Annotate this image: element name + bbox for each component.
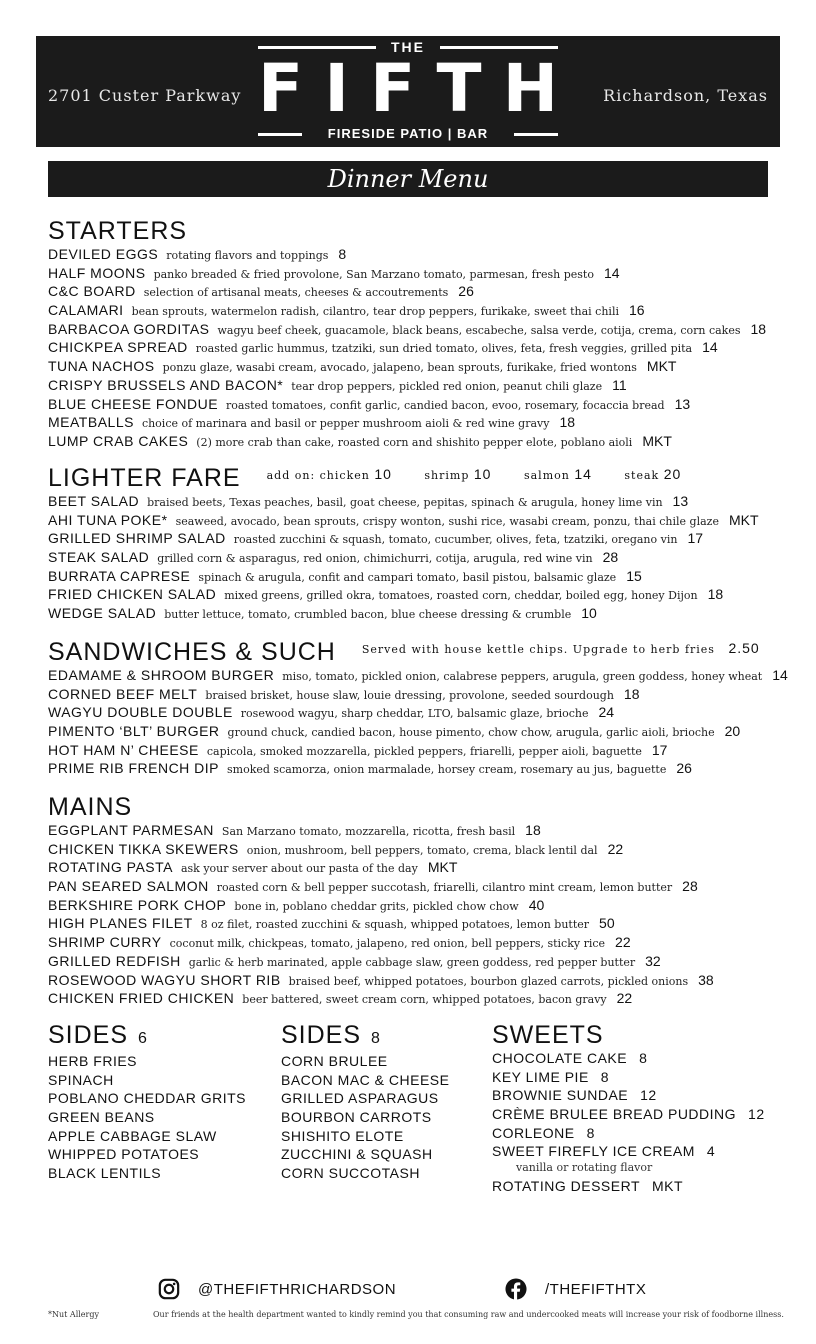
item-description: selection of artisanal meats, cheeses & accoutrements — [143, 286, 449, 300]
section-note: Served with house kettle chips. Upgrade to herb fries 2.50 — [361, 640, 760, 656]
section-price: 8 — [371, 1030, 381, 1047]
item-description: seaweed, avocado, bean sprouts, crispy wonton, sushi rice, wasabi cream, ponzu, thai chile glaze — [175, 514, 719, 528]
item-price: 18 — [559, 414, 576, 431]
side-item: WHIPPED POTATOES — [48, 1146, 200, 1163]
sweet-item — [492, 1177, 765, 1196]
menu-item — [48, 858, 788, 877]
item-name: GRILLED SHRIMP SALAD — [48, 530, 226, 547]
item-description: roasted tomatoes, confit garlic, candied bacon, evoo, rosemary, focaccia bread — [226, 398, 665, 412]
sweet-item — [492, 1124, 765, 1143]
menu-item — [48, 567, 788, 586]
menu-item — [48, 301, 788, 320]
item-name: HOT HAM N’ CHEESE — [48, 741, 199, 758]
side-item: BLACK LENTILS — [48, 1165, 162, 1182]
item-price: 14 — [772, 667, 788, 683]
item-name: WAGYU DOUBLE DOUBLE — [48, 704, 233, 721]
item-price: 22 — [615, 934, 631, 951]
item-name: SHRIMP CURRY — [48, 934, 162, 951]
item-name: GRILLED REDFISH — [48, 952, 181, 969]
item-description: braised beef, whipped potatoes, bourbon glazed carrots, pickled onions — [288, 974, 689, 988]
item-description: coconut milk, chickpeas, tomato, jalapeno, red onion, bell peppers, sticky rice — [169, 937, 606, 951]
item-name: HALF MOONS — [48, 264, 146, 281]
item-description: butter lettuce, tomato, crumbled bacon, blue cheese dressing & crumble — [164, 608, 572, 622]
item-description: ground chuck, candied bacon, house pimento, chow chow, arugula, garlic aioli, brioche — [227, 726, 715, 740]
sweet-item — [492, 1086, 765, 1105]
item-name: CRÈME BRULEE BREAD PUDDING — [492, 1106, 737, 1123]
menu-item — [48, 759, 788, 778]
section-title: SIDES — [281, 1021, 362, 1049]
item-name: PIMENTO ‘BLT’ BURGER — [48, 723, 220, 740]
menu-item — [48, 264, 788, 283]
item-price: MKT — [642, 432, 672, 449]
item-name: BERKSHIRE PORK CHOP — [48, 896, 227, 913]
starters-section — [48, 218, 788, 451]
menu-item — [48, 896, 788, 915]
sweet-item — [492, 1105, 765, 1124]
menu-item — [48, 492, 788, 511]
item-name: PRIME RIB FRENCH DIP — [48, 760, 220, 777]
item-price: 26 — [458, 283, 474, 300]
item-name: CHICKEN FRIED CHICKEN — [48, 990, 235, 1007]
item-price: MKT — [728, 511, 759, 528]
item-name: WEDGE SALAD — [48, 605, 157, 622]
item-price: 8 — [639, 1050, 648, 1066]
side-item: CORN BRULEE — [281, 1053, 388, 1069]
side-item: GREEN BEANS — [48, 1109, 155, 1126]
item-name: CHICKEN TIKKA SKEWERS — [48, 840, 239, 857]
item-price: 24 — [598, 704, 615, 721]
item-description: braised brisket, house slaw, louie dressing, provolone, seeded sourdough — [205, 688, 614, 702]
instagram-handle[interactable]: @THEFIFTHRICHARDSON — [198, 1280, 397, 1298]
item-description: rosewood wagyu, sharp cheddar, LTO, balsamic glaze, brioche — [240, 707, 589, 721]
address: 2701 Custer Parkway — [48, 86, 242, 105]
menu-title-banner: Dinner Menu — [48, 161, 768, 197]
menu-item — [48, 741, 788, 760]
menu-item — [48, 548, 788, 567]
item-description: spinach & arugula, confit and campari tomato, basil pistou, balsamic glaze — [198, 570, 617, 584]
menu-item — [48, 529, 788, 548]
item-price: 18 — [707, 586, 724, 603]
sandwiches-section — [48, 639, 788, 778]
menu-item — [48, 413, 788, 432]
menu-item — [48, 357, 788, 376]
item-name: LUMP CRAB CAKES — [48, 432, 189, 449]
item-description: grilled corn & asparagus, red onion, chimichurri, cotija, arugula, red wine vin — [157, 552, 593, 566]
sweet-item — [492, 1142, 765, 1161]
item-description: ask your server about our pasta of the day — [180, 862, 418, 876]
menu-item — [48, 685, 788, 704]
menu-item — [48, 585, 788, 604]
menu-item — [48, 376, 788, 395]
item-price: MKT — [646, 358, 677, 375]
item-price: 8 — [338, 246, 347, 262]
item-description: 8 oz filet, roasted zucchini & squash, whipped potatoes, lemon butter — [200, 918, 590, 932]
item-price: 18 — [623, 685, 640, 702]
item-description: choice of marinara and basil or pepper mushroom aioli & red wine gravy — [141, 417, 550, 431]
menu-item — [48, 703, 788, 722]
menu-item — [48, 821, 788, 840]
item-name: ROTATING PASTA — [48, 859, 173, 876]
item-price: 16 — [628, 302, 645, 319]
addon-list: add on: chicken 10 shrimp 10 salmon 14 steak 20 — [266, 466, 682, 482]
item-price: MKT — [427, 859, 458, 876]
item-name: PAN SEARED SALMON — [48, 878, 209, 895]
item-price: 32 — [645, 952, 661, 969]
item-name: CALAMARI — [48, 302, 124, 319]
facebook-icon — [505, 1278, 527, 1300]
menu-item — [48, 320, 788, 339]
item-price: 13 — [674, 395, 691, 412]
item-name: CORLEONE — [492, 1124, 575, 1141]
item-name: AHI TUNA POKE* — [48, 511, 168, 528]
item-description: wagyu beef cheek, guacamole, black beans, escabeche, salsa verde, cotija, crema, corn cakes — [217, 323, 741, 337]
item-description: garlic & herb marinated, apple cabbage slaw, green goddess, red pepper butter — [188, 955, 636, 969]
logo — [258, 36, 558, 147]
item-name: EGGPLANT PARMESAN — [48, 822, 214, 838]
item-name: BLUE CHEESE FONDUE — [48, 395, 219, 412]
side-item: CORN SUCCOTASH — [281, 1165, 420, 1182]
item-name: ROSEWOOD WAGYU SHORT RIB — [48, 971, 281, 988]
logo-wordmark: F I F T H — [258, 50, 558, 127]
item-price: 8 — [586, 1124, 595, 1141]
menu-item — [48, 245, 788, 264]
item-price: 17 — [651, 741, 668, 758]
menu-item — [48, 282, 788, 301]
lighter-fare-section — [48, 465, 788, 623]
item-description: San Marzano tomato, mozzarella, ricotta, fresh basil — [221, 825, 516, 838]
section-title: LIGHTER FARE — [48, 464, 241, 492]
instagram-link[interactable] — [158, 1278, 396, 1300]
item-price: 18 — [750, 320, 767, 337]
item-description: roasted zucchini & squash, tomato, cucumber, olives, feta, tzatziki, oregano vin — [233, 533, 678, 547]
item-name: CHOCOLATE CAKE — [492, 1050, 628, 1066]
item-description: ponzu glaze, wasabi cream, avocado, jalapeno, bean sprouts, furikake, fried wontons — [162, 361, 637, 375]
side-item: GRILLED ASPARAGUS — [281, 1090, 439, 1107]
item-price: MKT — [652, 1178, 684, 1195]
facebook-handle[interactable]: /THEFIFTHTX — [545, 1280, 647, 1298]
health-notice: Our friends at the health department wanted to kindly remind you that consuming raw and undercooked meats will increase your risk of foodborne illness. — [153, 1310, 784, 1319]
side-item: SHISHITO ELOTE — [281, 1127, 404, 1144]
item-name: CORNED BEEF MELT — [48, 685, 198, 702]
menu-item — [48, 933, 788, 952]
sweet-item — [492, 1068, 765, 1087]
item-price: 8 — [600, 1068, 610, 1085]
instagram-icon — [158, 1278, 180, 1300]
logo-subtitle: FIRESIDE PATIO | BAR — [327, 126, 489, 141]
item-price: 14 — [603, 264, 620, 281]
menu-item — [48, 840, 788, 859]
menu-item — [48, 395, 788, 414]
item-price: 28 — [602, 549, 619, 566]
item-price: 22 — [607, 840, 624, 857]
side-item: BOURBON CARROTS — [281, 1109, 432, 1126]
item-name: MEATBALLS — [48, 414, 134, 431]
section-title: STARTERS — [48, 217, 188, 245]
item-price: 38 — [698, 971, 714, 988]
section-title: MAINS — [48, 793, 133, 821]
menu-item — [48, 914, 788, 933]
item-price: 18 — [525, 822, 541, 838]
item-price: 15 — [626, 567, 642, 584]
menu-item — [48, 666, 788, 685]
item-description: (2) more crab than cake, roasted corn and shishito pepper elote, poblano aioli — [196, 435, 633, 449]
facebook-link[interactable] — [505, 1278, 646, 1300]
item-subnote: vanilla or rotating flavor — [516, 1161, 653, 1175]
item-price: 50 — [599, 915, 615, 932]
logo-the: THE — [391, 39, 425, 55]
menu-item — [48, 877, 788, 896]
menu-item — [48, 432, 788, 451]
item-name: CHICKPEA SPREAD — [48, 339, 188, 356]
item-name: DEVILED EGGS — [48, 246, 159, 262]
item-name: BARBACOA GORDITAS — [48, 320, 210, 337]
item-price: 12 — [640, 1087, 657, 1104]
side-item: SPINACH — [48, 1071, 114, 1088]
item-name: C&C BOARD — [48, 283, 136, 300]
item-description: mixed greens, grilled okra, tomatoes, roasted corn, cheddar, boiled egg, honey Dijon — [224, 589, 698, 603]
side-item: HERB FRIES — [48, 1053, 138, 1069]
item-name: SWEET FIREFLY ICE CREAM — [492, 1143, 695, 1160]
item-price: 13 — [672, 493, 689, 509]
menu-item — [48, 338, 788, 357]
item-price: 40 — [528, 896, 545, 913]
item-name: EDAMAME & SHROOM BURGER — [48, 667, 275, 683]
item-price: 17 — [687, 530, 704, 547]
item-name: CRISPY BRUSSELS AND BACON* — [48, 376, 284, 393]
menu-item — [48, 604, 788, 623]
item-description: rotating flavors and toppings — [166, 249, 329, 262]
sweet-item — [492, 1049, 765, 1068]
menu-item — [48, 989, 788, 1008]
item-name: HIGH PLANES FILET — [48, 915, 193, 932]
item-price: 26 — [676, 760, 692, 777]
item-description: panko breaded & fried provolone, San Marzano tomato, parmesan, fresh pesto — [153, 267, 594, 281]
item-description: bone in, poblano cheddar grits, pickled chow chow — [234, 899, 519, 913]
allergy-note: *Nut Allergy — [48, 1310, 100, 1319]
item-description: beer battered, sweet cream corn, whipped potatoes, bacon gravy — [242, 993, 607, 1007]
menu-item — [48, 952, 788, 971]
side-item: BACON MAC & CHEESE — [281, 1071, 450, 1088]
item-name: BURRATA CAPRESE — [48, 567, 191, 584]
item-price: 12 — [748, 1106, 765, 1123]
menu-item — [48, 722, 788, 741]
sweets-column — [492, 1022, 765, 1196]
item-price: 14 — [702, 339, 718, 356]
item-price: 11 — [612, 376, 627, 393]
item-name: TUNA NACHOS — [48, 358, 155, 375]
item-description: miso, tomato, pickled onion, calabrese peppers, arugula, green goddess, honey wheat — [282, 670, 763, 683]
item-description: capicola, smoked mozzarella, pickled peppers, friarelli, pepper aioli, baguette — [206, 744, 642, 758]
item-name: FRIED CHICKEN SALAD — [48, 586, 217, 603]
item-description: smoked scamorza, onion marmalade, horsey cream, rosemary au jus, baguette — [227, 763, 667, 777]
section-price: 6 — [138, 1030, 148, 1047]
item-name: BEET SALAD — [48, 493, 140, 509]
menu-item — [48, 971, 788, 990]
section-title: SWEETS — [492, 1021, 604, 1049]
item-name: ROTATING DESSERT — [492, 1178, 641, 1195]
mains-section — [48, 794, 788, 1008]
side-item: APPLE CABBAGE SLAW — [48, 1127, 217, 1144]
item-description: braised beets, Texas peaches, basil, goat cheese, pepitas, spinach & arugula, honey lime vin — [147, 496, 663, 509]
item-price: 28 — [682, 878, 698, 895]
section-title: SIDES — [48, 1021, 129, 1049]
header-bar — [36, 36, 780, 147]
item-description: onion, mushroom, bell peppers, tomato, crema, black lentil dal — [246, 843, 598, 857]
city: Richardson, Texas — [603, 86, 768, 105]
item-price: 22 — [616, 990, 633, 1007]
item-name: KEY LIME PIE — [492, 1068, 589, 1085]
item-price: 4 — [706, 1143, 716, 1160]
sides-6-column — [48, 1022, 246, 1183]
menu-item — [48, 511, 788, 530]
section-title: SANDWICHES & SUCH — [48, 638, 336, 666]
item-description: roasted corn & bell pepper succotash, friarelli, cilantro mint cream, lemon butter — [216, 881, 673, 895]
item-price: 10 — [581, 605, 597, 622]
item-description: tear drop peppers, pickled red onion, peanut chili glaze — [291, 379, 603, 393]
item-name: STEAK SALAD — [48, 549, 150, 566]
item-description: roasted garlic hummus, tzatziki, sun dried tomato, olives, feta, fresh veggies, grilled pita — [195, 342, 693, 356]
item-name: BROWNIE SUNDAE — [492, 1087, 629, 1104]
item-price: 20 — [724, 723, 741, 740]
side-item: POBLANO CHEDDAR GRITS — [48, 1090, 246, 1107]
item-description: bean sprouts, watermelon radish, cilantro, tear drop peppers, furikake, sweet thai chili — [131, 305, 619, 319]
side-item: ZUCCHINI & SQUASH — [281, 1146, 433, 1163]
sides-8-column — [281, 1022, 449, 1183]
